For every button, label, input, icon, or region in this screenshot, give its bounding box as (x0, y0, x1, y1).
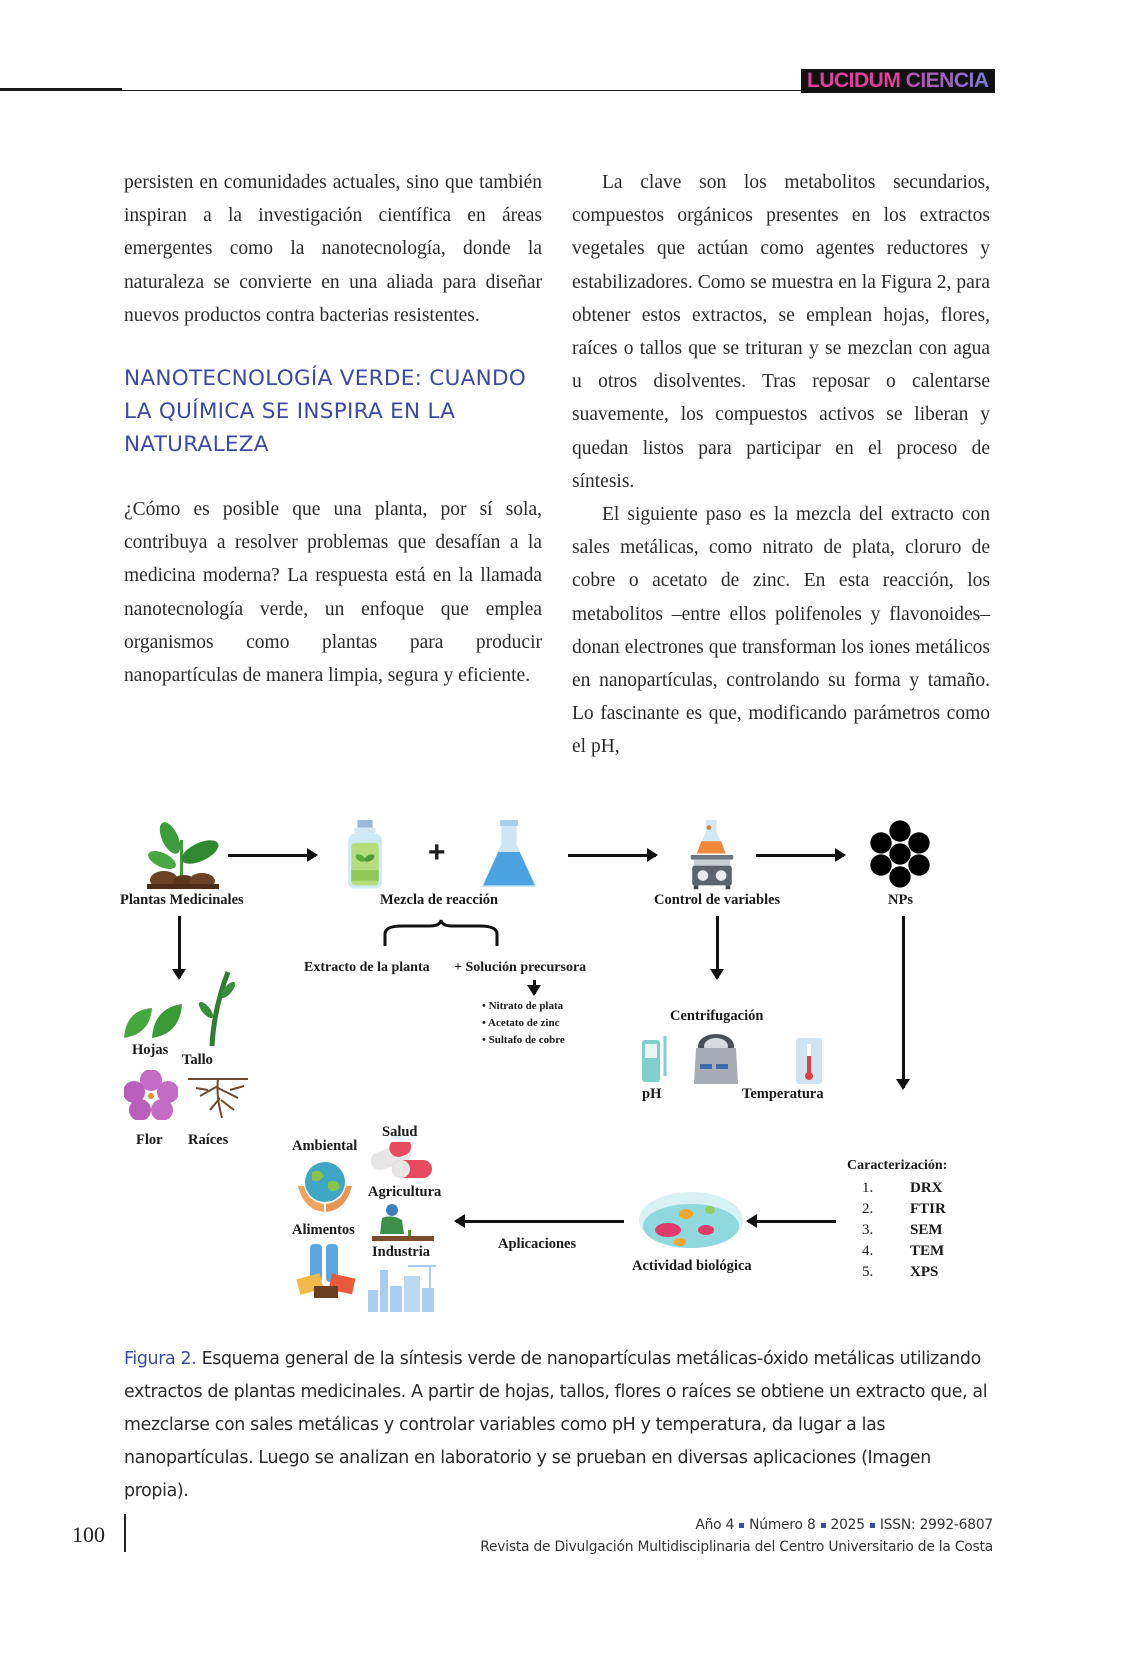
label-hojas: Hojas (132, 1042, 169, 1058)
paragraph: El siguiente paso es la mezcla del extracto con sales metálicas, como nitrato de plata, cloruro de cobre o acetato de zinc. En esta reacción, los metabolitos –entre ellos polifenoles y flavonoides– donan electrones que transforman los iones metálicos en nanopartículas, controlando su forma y tamaño. Lo fascinante es que, modificando parámetros como el pH, (572, 504, 990, 758)
separator-square (870, 1523, 875, 1528)
label-ph: pH (642, 1086, 662, 1102)
plant-sprout-icon (142, 820, 222, 890)
separator-square (739, 1523, 744, 1528)
issue-line: Año 4 Número 8 2025 ISSN: 2992-6807 (695, 1517, 993, 1533)
header-rule-thick (0, 88, 122, 91)
journal-name: Revista de Divulgación Multidisciplinaria del Centro Universitario de la Costa (480, 1539, 993, 1555)
salt-item: • Nitrato de plata (482, 998, 565, 1015)
flask-icon (480, 820, 538, 890)
farmer-icon (372, 1202, 434, 1242)
left-column (124, 166, 542, 692)
plus-sign: + (428, 836, 446, 869)
brand-word-2: CIENCIA (905, 69, 989, 92)
arrow-left (456, 1220, 624, 1223)
arrow-right (568, 854, 656, 857)
nanoparticles-icon (866, 820, 934, 888)
label-nps: NPs (888, 892, 913, 908)
hotplate-stirrer-icon (686, 820, 738, 890)
label-alimentos: Alimentos (292, 1222, 355, 1238)
label-temperatura: Temperatura (742, 1086, 824, 1102)
label-solucion-precursora: + Solución precursora (454, 960, 587, 975)
arrow-right (228, 854, 316, 857)
label-extracto-planta: Extracto de la planta (304, 960, 430, 975)
arrow-right (756, 854, 844, 857)
roots-icon (188, 1076, 248, 1120)
page-number-divider (124, 1514, 126, 1552)
label-ambiental: Ambiental (292, 1138, 358, 1154)
flower-icon (124, 1070, 178, 1120)
petri-dish-icon (638, 1190, 744, 1252)
characterization-item: 4. TEM (862, 1243, 945, 1259)
thermometer-icon (796, 1038, 822, 1084)
figure-caption (124, 1343, 994, 1508)
arrow-left (748, 1220, 836, 1223)
characterization-item: 3. SEM (862, 1222, 943, 1238)
characterization-item: 2. FTIR (862, 1201, 946, 1217)
label-aplicaciones: Aplicaciones (498, 1236, 577, 1252)
characterization-item: 5. XPS (862, 1264, 939, 1280)
arrow-down (902, 916, 905, 1088)
extract-bottle-icon (342, 820, 388, 890)
label-mezcla-de-reaccion: Mezcla de reacción (380, 892, 499, 908)
figure-synthesis-diagram (120, 820, 1000, 1320)
right-column (572, 166, 990, 764)
curly-brace (382, 918, 500, 948)
caption-text: Esquema general de la síntesis verde de nanopartículas metálicas-óxido metálicas utilizando extractos de plantas medicinales. A partir de hojas, tallos, flores o raíces se obtiene un extracto que, al mezclarse con sales metálicas y controlar variables como pH y temperatura, da lugar a las nanopartículas. Luego se analizan en laboratorio y se prueban en diversas aplicaciones (Imagen propia). (124, 1349, 988, 1501)
label-control-de-variables: Control de variables (654, 892, 781, 908)
arrow-down (716, 916, 719, 978)
label-industria: Industria (372, 1244, 431, 1260)
salt-item: • Acetato de zinc (482, 1015, 565, 1032)
arrow-down (178, 916, 181, 978)
pills-icon (368, 1142, 434, 1182)
ph-meter-icon (640, 1036, 670, 1084)
label-raices: Raíces (188, 1132, 229, 1148)
label-actividad-biologica: Actividad biológica (632, 1258, 752, 1274)
brand-word-1: LUCIDUM (807, 69, 901, 92)
industry-buildings-icon (364, 1260, 438, 1312)
separator-square (821, 1523, 826, 1528)
label-plantas-medicinales: Plantas Medicinales (120, 892, 244, 908)
food-products-icon (296, 1242, 358, 1302)
label-caracterizacion: Caracterización: (847, 1158, 948, 1173)
label-flor: Flor (136, 1132, 163, 1148)
label-tallo: Tallo (182, 1052, 213, 1068)
leaves-icon (122, 1002, 184, 1040)
characterization-item: 1. DRX (862, 1180, 943, 1196)
label-agricultura: Agricultura (368, 1184, 442, 1200)
label-centrifugacion: Centrifugación (670, 1008, 764, 1024)
paragraph: persisten en comunidades actuales, sino que también inspiran a la investigación científica en áreas emergentes como la nanotecnología, donde la naturaleza se convierte en una aliada para diseñar nuevos productos contra bacterias resistentes. (124, 172, 542, 326)
paragraph: La clave son los metabolitos secundarios, compuestos orgánicos presentes en los extractos vegetales que actúan como agentes reductores y estabilizadores. Como se muestra en la Figura 2, para obtener estos extractos, se emplean hojas, flores, raíces o tallos que se trituran y se mezclan con agua u otros disolventes. Tras reposar o calentarse suavemente, los compuestos activos se liberan y quedan listos para participar en el proceso de síntesis. (572, 172, 990, 492)
label-salud: Salud (382, 1124, 418, 1140)
stem-icon (198, 968, 238, 1048)
centrifuge-icon (692, 1034, 740, 1086)
footer-info (480, 1514, 993, 1558)
figure-reference: Figura 2. (124, 1349, 197, 1369)
paragraph: ¿Cómo es posible que una planta, por sí sola, contribuya a resolver problemas que desafían a la medicina moderna? La respuesta está en la llamada nanotecnología verde, un enfoque que emplea organismos como plantas para producir nanopartículas de manera limpia, segura y eficiente. (124, 499, 542, 687)
arrow-down (533, 980, 536, 994)
salt-item: • Sultafo de cobre (482, 1032, 565, 1049)
page-number: 100 (72, 1522, 105, 1547)
section-heading: NANOTECNOLOGÍA VERDE: CUANDO LA QUÍMICA SE INSPIRA EN LA NATURALEZA (124, 366, 527, 458)
salts-list (482, 998, 565, 1049)
journal-brand-logo (801, 69, 995, 93)
characterization-list (862, 1178, 946, 1283)
earth-hands-icon (296, 1158, 354, 1214)
